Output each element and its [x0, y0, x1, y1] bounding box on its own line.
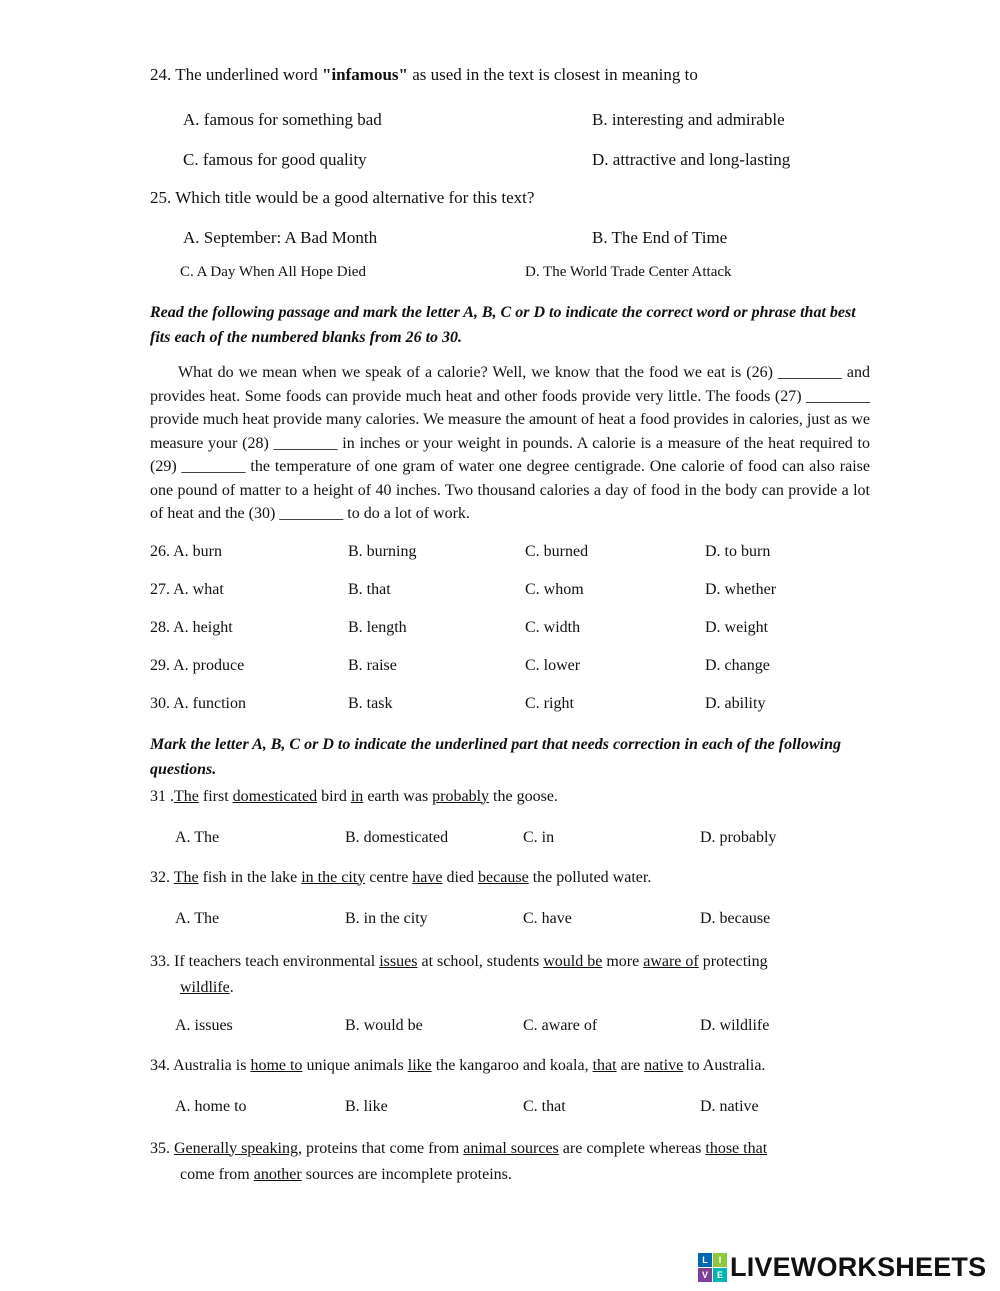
question-33-options — [150, 1015, 870, 1037]
option-25-c: C. A Day When All Hope Died — [180, 264, 366, 280]
option-31-b: B. domesticated — [345, 828, 449, 846]
logo-square-i: I — [713, 1253, 727, 1267]
question-34-options — [150, 1096, 870, 1118]
question-24-options-row-1 — [150, 109, 870, 131]
logo-square-e: E — [713, 1268, 727, 1282]
option-34-c: C. that — [523, 1097, 566, 1115]
option-26-b: B. burning — [348, 542, 417, 560]
cloze-row-27 — [150, 579, 870, 617]
option-25-a: A. September: A Bad Month — [183, 228, 378, 247]
option-33-d: D. wildlife — [700, 1016, 770, 1034]
cloze-instructions: Read the following passage and mark the letter A, B, C or D to indicate the correct word or phrase that best fits each of the numbered blanks from 26 to 30. — [150, 304, 856, 346]
question-25-options-row-1 — [150, 227, 870, 249]
question-25-text: 25. Which title would be a good alternative for this text? — [150, 188, 535, 207]
error-correction-instructions: Mark the letter A, B, C or D to indicate the underlined part that needs correction in each of the following questions. — [150, 735, 841, 778]
option-26-c: C. burned — [525, 542, 589, 560]
option-34-b: B. like — [345, 1097, 388, 1115]
question-24-text: 24. The underlined word "infamous" as used in the text is closest in meaning to — [150, 65, 698, 84]
option-28-c: C. width — [525, 618, 581, 636]
option-24-d: D. attractive and long-lasting — [592, 150, 791, 169]
option-32-a: A. The — [175, 909, 220, 927]
question-34-text: 34. Australia is home to unique animals like the kangaroo and koala, that are native to Australia. — [150, 1056, 766, 1074]
cloze-passage: What do we mean when we speak of a calorie? Well, we know that the food we eat is (26) ________ and provides heat. Some foods can provide much heat and other foods provide very little. The foods (27) ________ provide much heat provide many calories. We measure the amount of heat a food provides in calories, just as we measure your (28) ________ in inches or your weight in pounds. A calorie is a measure of the heat required to (29) ________ the temperature of one gram of water one degree centigrade. One calorie of food can also raise one pound of matter to a height of 40 inches. Two thousand calories a day of food in the body can provide a lot of heat and the (30) ________ to do a lot of work. — [150, 364, 870, 522]
option-30-a: 30. A. function — [150, 694, 246, 712]
question-25-options-row-2 — [150, 262, 870, 282]
option-24-a: A. famous for something bad — [183, 110, 382, 129]
option-32-d: D. because — [700, 909, 771, 927]
option-26-d: D. to burn — [705, 542, 771, 560]
option-27-d: D. whether — [705, 580, 777, 598]
question-33-text: 33. If teachers teach environmental issues at school, students would be more aware of protecting wildlife. — [150, 952, 768, 996]
cloze-options-table — [150, 541, 870, 731]
option-26-a: 26. A. burn — [150, 542, 222, 560]
option-34-d: D. native — [700, 1097, 759, 1115]
question-31-text: 31 .The first domesticated bird in earth was probably the goose. — [150, 787, 558, 805]
option-29-b: B. raise — [348, 656, 397, 674]
question-31-options — [150, 827, 870, 849]
option-30-c: C. right — [525, 694, 574, 712]
option-33-a: A. issues — [175, 1016, 233, 1034]
option-32-c: C. have — [523, 909, 572, 927]
option-25-d: D. The World Trade Center Attack — [525, 264, 732, 280]
cloze-row-28 — [150, 617, 870, 655]
question-32-options — [150, 908, 870, 930]
option-27-c: C. whom — [525, 580, 584, 598]
option-33-c: C. aware of — [523, 1016, 598, 1034]
option-24-b: B. interesting and admirable — [592, 110, 785, 129]
liveworksheets-footer — [698, 1252, 986, 1283]
question-32-text: 32. The fish in the lake in the city centre have died because the polluted water. — [150, 868, 652, 886]
option-30-d: D. ability — [705, 694, 766, 712]
option-33-b: B. would be — [345, 1016, 423, 1034]
option-28-d: D. weight — [705, 618, 769, 636]
option-27-a: 27. A. what — [150, 580, 224, 598]
liveworksheets-brand-text: LIVEWORKSHEETS — [730, 1252, 987, 1282]
worksheet-page — [150, 0, 870, 1188]
option-29-a: 29. A. produce — [150, 656, 245, 674]
option-25-b: B. The End of Time — [592, 228, 728, 247]
option-28-a: 28. A. height — [150, 618, 233, 636]
liveworksheets-logo-icon — [698, 1253, 727, 1282]
option-29-d: D. change — [705, 656, 770, 674]
cloze-row-29 — [150, 655, 870, 693]
cloze-row-30 — [150, 693, 870, 731]
option-29-c: C. lower — [525, 656, 581, 674]
cloze-row-26 — [150, 541, 870, 579]
question-35-text: 35. Generally speaking, proteins that come from animal sources are complete whereas those that come from another sources are incomplete proteins. — [150, 1139, 768, 1183]
option-31-c: C. in — [523, 828, 555, 846]
option-31-a: A. The — [175, 828, 220, 846]
question-24-options-row-2 — [150, 149, 870, 171]
option-34-a: A. home to — [175, 1097, 247, 1115]
option-31-d: D. probably — [700, 828, 777, 846]
logo-square-l: L — [698, 1253, 712, 1267]
option-30-b: B. task — [348, 694, 393, 712]
option-27-b: B. that — [348, 580, 391, 598]
option-28-b: B. length — [348, 618, 407, 636]
option-24-c: C. famous for good quality — [183, 150, 367, 169]
option-32-b: B. in the city — [345, 909, 428, 927]
logo-square-v: V — [698, 1268, 712, 1282]
